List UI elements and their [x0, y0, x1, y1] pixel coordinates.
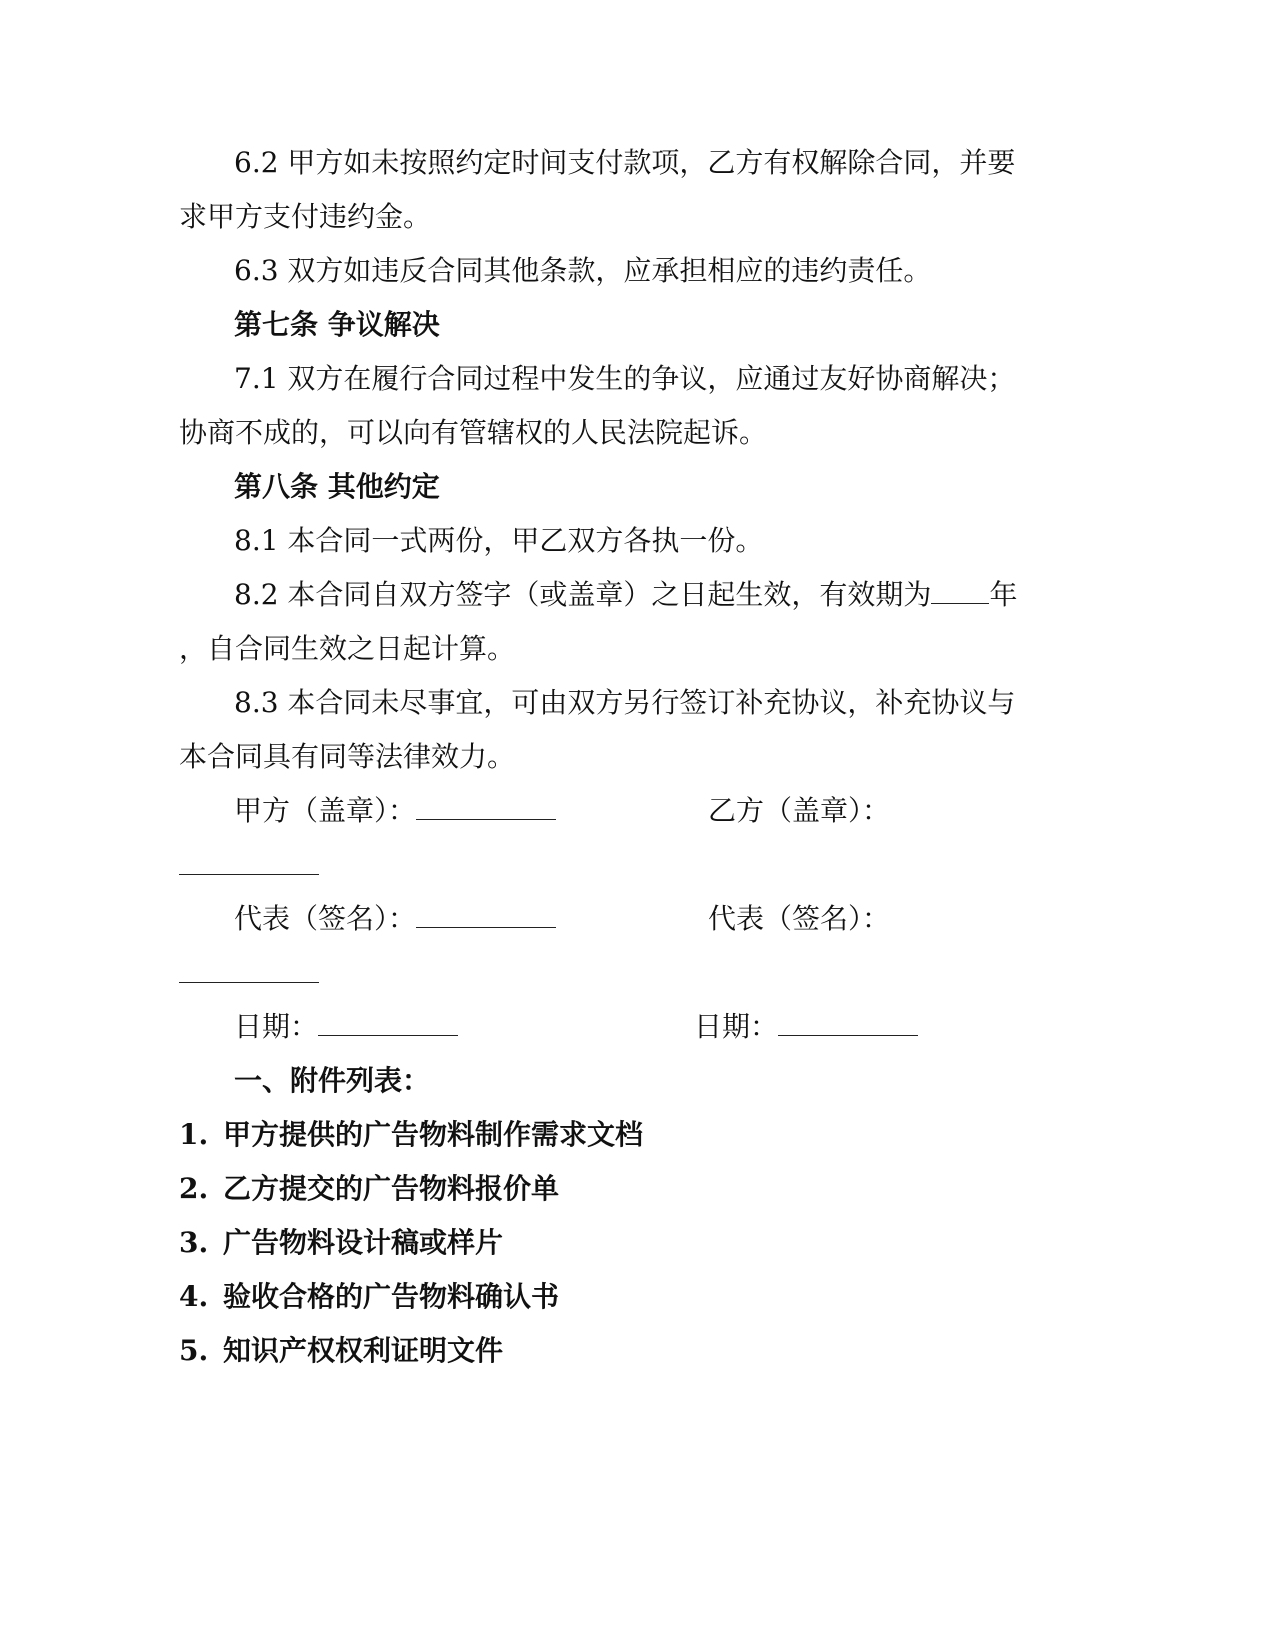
clause-8-1: 8.1 本合同一式两份，甲乙双方各执一份。 [234, 524, 764, 557]
clause-7-1-line2: 协商不成的，可以向有管辖权的人民法院起诉。 [179, 416, 768, 449]
party-a-date-label: 日期： [234, 1010, 319, 1043]
clause-6-3: 6.3 双方如违反合同其他条款，应承担相应的违约责任。 [234, 254, 932, 287]
clause-6-2-line1: 6.2 甲方如未按照约定时间支付款项，乙方有权解除合同，并要 [234, 146, 1016, 179]
clause-8-2-line1 [234, 575, 1017, 615]
clause-8-2-line2: ，自合同生效之日起计算。 [179, 632, 516, 665]
party-a-date-row [234, 1007, 458, 1047]
attachment-item [179, 1277, 559, 1317]
attachment-text: 乙方提交的广告物料报价单 [223, 1172, 560, 1205]
clause-7-1-line1: 7.1 双方在履行合同过程中发生的争议，应通过友好协商解决； [234, 362, 1016, 395]
attachment-text: 广告物料设计稿或样片 [223, 1226, 504, 1259]
party-a-seal-blank[interactable] [416, 793, 556, 820]
attachment-text: 甲方提供的广告物料制作需求文档 [223, 1118, 644, 1151]
clause-8-3-line1: 8.3 本合同未尽事宜，可由双方另行签订补充协议，补充协议与 [234, 686, 1016, 719]
party-a-seal-row [234, 791, 556, 831]
party-b-seal-label: 乙方（盖章）： [708, 794, 891, 827]
validity-years-blank[interactable] [931, 577, 989, 604]
party-a-rep-blank[interactable] [416, 901, 556, 928]
article-8-heading: 第八条 其他约定 [234, 470, 440, 503]
attachment-number: 2. [179, 1172, 209, 1205]
clause-8-2-prefix: 8.2 本合同自双方签字（或盖章）之日起生效，有效期为 [234, 578, 932, 611]
attachment-item [179, 1169, 559, 1209]
party-a-rep-label: 代表（签名）： [234, 902, 417, 935]
clause-8-3-line2: 本合同具有同等法律效力。 [179, 740, 516, 773]
attachment-number: 4. [179, 1280, 209, 1313]
attachment-number: 3. [179, 1226, 209, 1259]
attachment-number: 5. [179, 1334, 209, 1367]
clause-8-2-suffix: 年 [989, 578, 1018, 611]
attachment-item [179, 1115, 643, 1155]
party-b-date-blank[interactable] [778, 1009, 918, 1036]
attachment-text: 知识产权权利证明文件 [223, 1334, 504, 1367]
party-a-date-blank[interactable] [318, 1009, 458, 1036]
attachment-item [179, 1223, 503, 1263]
attachment-number: 1. [179, 1118, 209, 1151]
clause-6-2-line2: 求甲方支付违约金。 [179, 200, 432, 233]
party-b-seal-blank[interactable] [179, 874, 319, 875]
party-b-rep-blank[interactable] [179, 982, 319, 983]
party-a-rep-row [234, 899, 556, 939]
party-b-date-label: 日期： [694, 1010, 779, 1043]
party-b-date-row [694, 1007, 918, 1047]
attachment-item [179, 1331, 503, 1371]
party-a-seal-label: 甲方（盖章）： [234, 794, 417, 827]
article-7-heading: 第七条 争议解决 [234, 308, 440, 341]
attachments-heading: 一、附件列表： [234, 1064, 431, 1097]
attachment-text: 验收合格的广告物料确认书 [223, 1280, 560, 1313]
party-b-rep-label: 代表（签名）： [708, 902, 891, 935]
